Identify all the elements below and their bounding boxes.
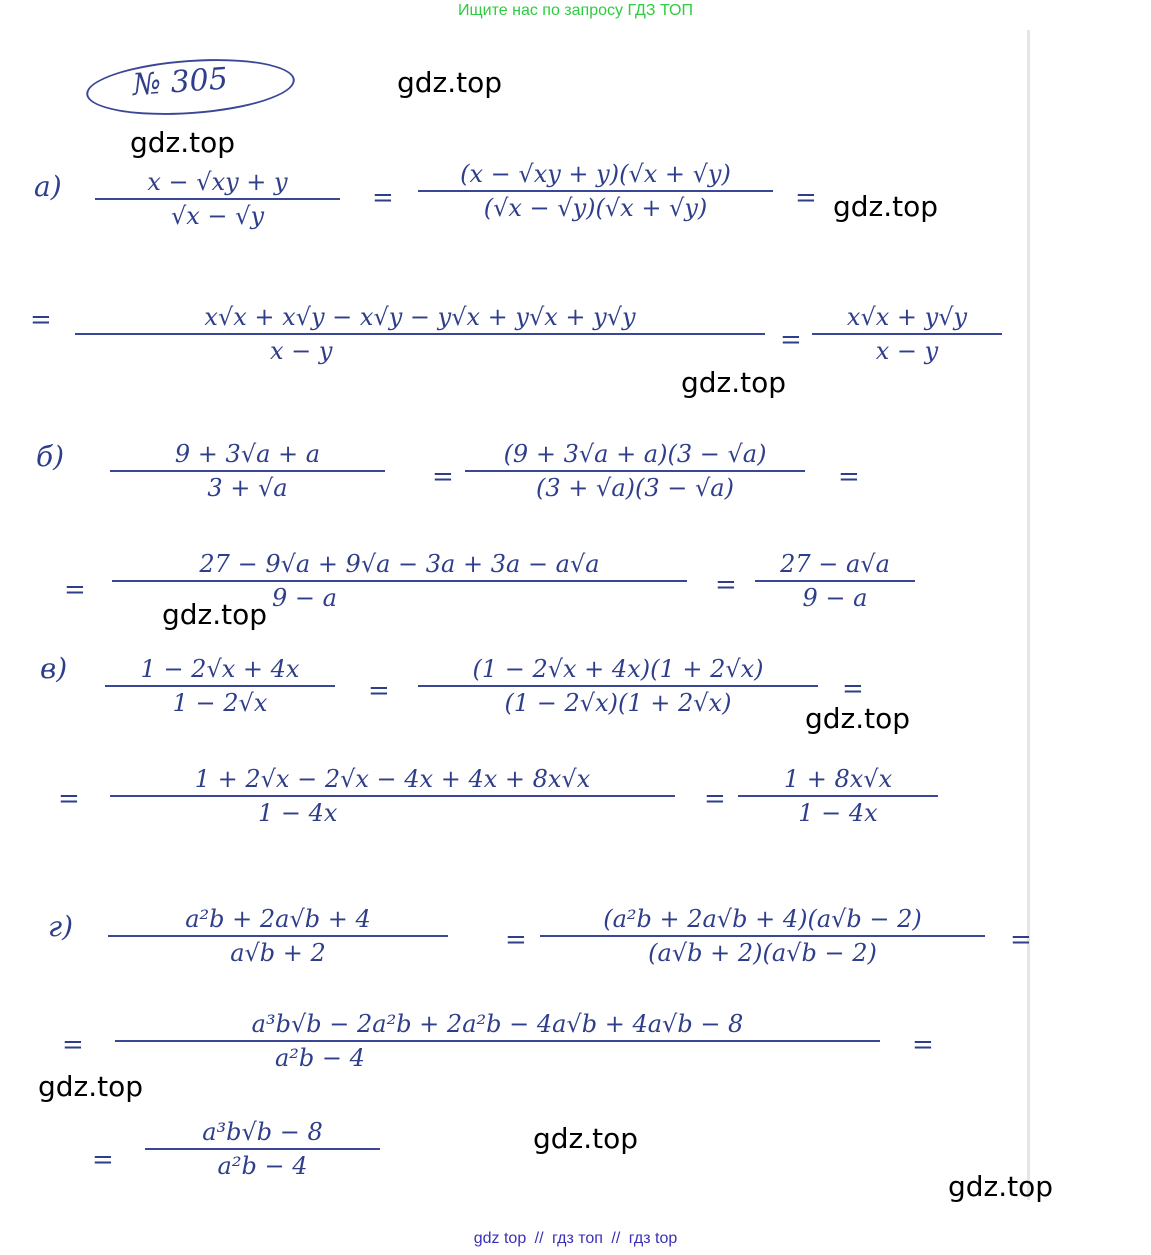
watermark: gdz.top (805, 702, 911, 735)
footer-links (0, 1230, 1151, 1248)
watermark: gdz.top (130, 126, 236, 159)
footer-separator: // (534, 1230, 544, 1247)
fraction-bar (418, 685, 818, 687)
part-g-fraction-2 (540, 905, 985, 967)
part-g-label: г) (48, 910, 74, 943)
equals-sign: = (505, 925, 527, 955)
denominator: 1 − 2√x (172, 689, 268, 717)
watermark: gdz.top (397, 66, 503, 99)
denominator: x − y (270, 337, 333, 365)
part-v-fraction-4 (738, 765, 938, 827)
fraction-bar (110, 470, 385, 472)
denominator: 1 − 4x (258, 799, 338, 827)
fraction-bar (540, 935, 985, 937)
fraction-bar (112, 580, 687, 582)
part-b-fraction-2 (465, 440, 805, 502)
numerator: 1 − 2√x + 4x (140, 655, 300, 683)
denominator: (3 + √a)(3 − √a) (536, 474, 734, 502)
fraction-bar (812, 333, 1002, 335)
equals-sign: = (704, 784, 726, 814)
denominator: (1 − 2√x)(1 + 2√x) (504, 689, 732, 717)
part-v-fraction-3 (110, 765, 675, 827)
numerator: a³b√b − 8 (202, 1118, 323, 1146)
numerator: a²b + 2a√b + 4 (185, 905, 371, 933)
denominator: 9 − a (802, 584, 868, 612)
margin-rule-line (1027, 30, 1030, 1200)
fraction-bar (738, 795, 938, 797)
part-b-fraction-1 (110, 440, 385, 502)
footer-link-gdz-top-mixed[interactable]: гдз top (628, 1230, 678, 1247)
fraction-bar (105, 685, 335, 687)
denominator: (√x − √y)(√x + √y) (483, 194, 708, 222)
equals-sign: = (795, 183, 817, 213)
watermark: gdz.top (833, 190, 939, 223)
equals-sign: = (842, 674, 864, 704)
problem-number: № 305 (131, 61, 229, 103)
numerator: 27 − a√a (780, 550, 890, 578)
denominator: √x − √y (170, 202, 265, 230)
watermark: gdz.top (162, 598, 268, 631)
denominator: (a√b + 2)(a√b − 2) (648, 939, 877, 967)
numerator: 27 − 9√a + 9√a − 3a + 3a − a√a (199, 550, 600, 578)
numerator: x√x + y√y (846, 303, 968, 331)
fraction-bar (95, 198, 340, 200)
part-b-fraction-3 (112, 550, 687, 612)
equals-sign: = (30, 305, 52, 335)
denominator: 3 + √a (207, 474, 288, 502)
numerator: x − √xy + y (147, 168, 288, 196)
equals-sign: = (1010, 925, 1032, 955)
part-g-fraction-4 (145, 1118, 380, 1180)
denominator: x − y (875, 337, 939, 365)
fraction-bar (75, 333, 765, 335)
fraction-bar (108, 935, 448, 937)
part-a-fraction-1 (95, 168, 340, 230)
numerator: 9 + 3√a + a (174, 440, 321, 468)
numerator: (1 − 2√x + 4x)(1 + 2√x) (472, 655, 764, 683)
numerator: 1 + 8x√x (783, 765, 893, 793)
part-a-fraction-2 (418, 160, 773, 222)
part-a-fraction-3 (75, 303, 765, 365)
numerator: x√x + x√y − x√y − y√x + y√x + y√y (204, 303, 636, 331)
fraction-bar (465, 470, 805, 472)
equals-sign: = (368, 676, 390, 706)
equals-sign: = (64, 575, 86, 605)
numerator: 1 + 2√x − 2√x − 4x + 4x + 8x√x (194, 765, 591, 793)
top-banner[interactable]: Ищите нас по запросу ГДЗ ТОП (458, 2, 693, 19)
fraction-bar (115, 1040, 880, 1042)
numerator: (x − √xy + y)(√x + √y) (460, 160, 731, 188)
fraction-bar (755, 580, 915, 582)
fraction-bar (110, 795, 675, 797)
watermark: gdz.top (681, 366, 787, 399)
denominator: a√b + 2 (230, 939, 326, 967)
equals-sign: = (912, 1030, 934, 1060)
part-v-fraction-1 (105, 655, 335, 717)
part-a-fraction-4 (812, 303, 1002, 365)
equals-sign: = (92, 1145, 114, 1175)
watermark: gdz.top (38, 1070, 144, 1103)
equals-sign: = (715, 570, 737, 600)
denominator: 1 − 4x (798, 799, 878, 827)
part-a-label: а) (34, 170, 62, 203)
fraction-bar (418, 190, 773, 192)
part-v-label: в) (40, 652, 68, 685)
watermark: gdz.top (948, 1170, 1054, 1203)
denominator: a²b − 4 (217, 1152, 308, 1180)
footer-separator: // (611, 1230, 621, 1247)
denominator: 9 − a (272, 584, 337, 612)
fraction-bar (145, 1148, 380, 1150)
numerator: (a²b + 2a√b + 4)(a√b − 2) (603, 905, 922, 933)
equals-sign: = (780, 325, 802, 355)
equals-sign: = (432, 462, 454, 492)
equals-sign: = (838, 462, 860, 492)
part-v-fraction-2 (418, 655, 818, 717)
footer-link-gdz-top[interactable]: gdz top (473, 1230, 527, 1247)
numerator: (9 + 3√a + a)(3 − √a) (503, 440, 767, 468)
equals-sign: = (62, 1030, 84, 1060)
numerator: a³b√b − 2a²b + 2a²b − 4a√b + 4a√b − 8 (251, 1010, 744, 1038)
part-g-fraction-1 (108, 905, 448, 967)
footer-link-gdz-top-ru[interactable]: гдз топ (552, 1230, 603, 1247)
part-b-label: б) (36, 440, 65, 473)
watermark: gdz.top (533, 1122, 639, 1155)
part-g-fraction-3 (115, 1010, 880, 1072)
denominator: a²b − 4 (275, 1044, 365, 1072)
equals-sign: = (372, 183, 394, 213)
problem-number-oval (84, 53, 296, 121)
part-b-fraction-4 (755, 550, 915, 612)
equals-sign: = (58, 784, 80, 814)
